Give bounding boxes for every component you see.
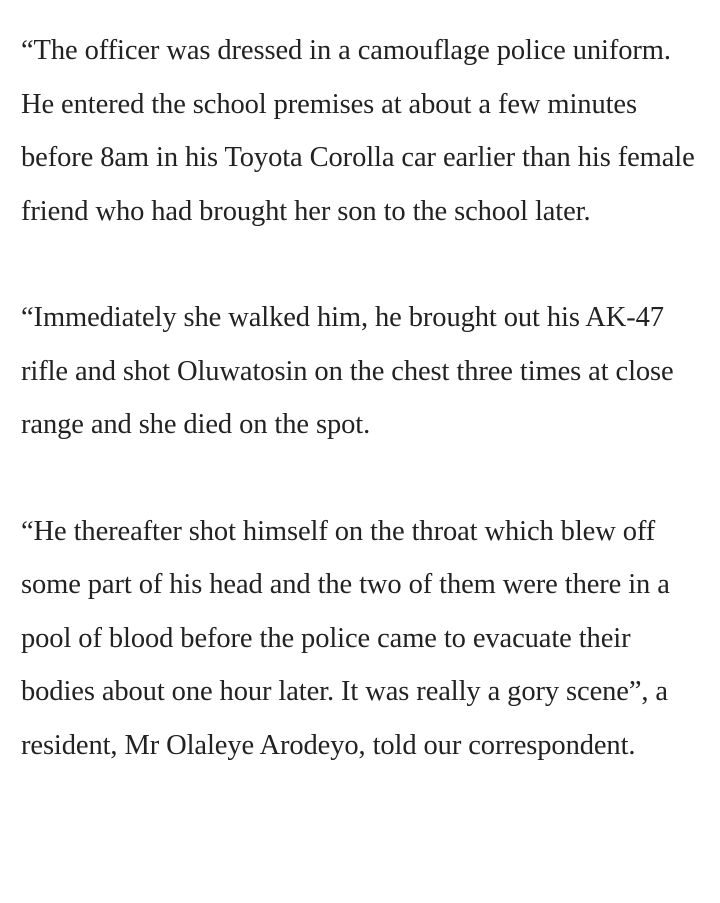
article-paragraph: “He thereafter shot himself on the throat which blew off some part of his head and the two of them were there in a pool of blood before the police came to evacuate their bodies about one hour later. It was really a gory scene”, a resident, Mr Olaleye Arodeyo, told our correspondent. [21,515,670,761]
article-paragraph: “Immediately she walked him, he brought out his AK-47 rifle and shot Oluwatosin on the chest three times at close range and she died on the spot. [21,302,674,440]
article-paragraph: “The officer was dressed in a camouflage police uniform. He entered the school premises at about a few minutes before 8am in his Toyota Corolla car earlier than his female friend who had brought her son to the school later. [21,35,695,227]
